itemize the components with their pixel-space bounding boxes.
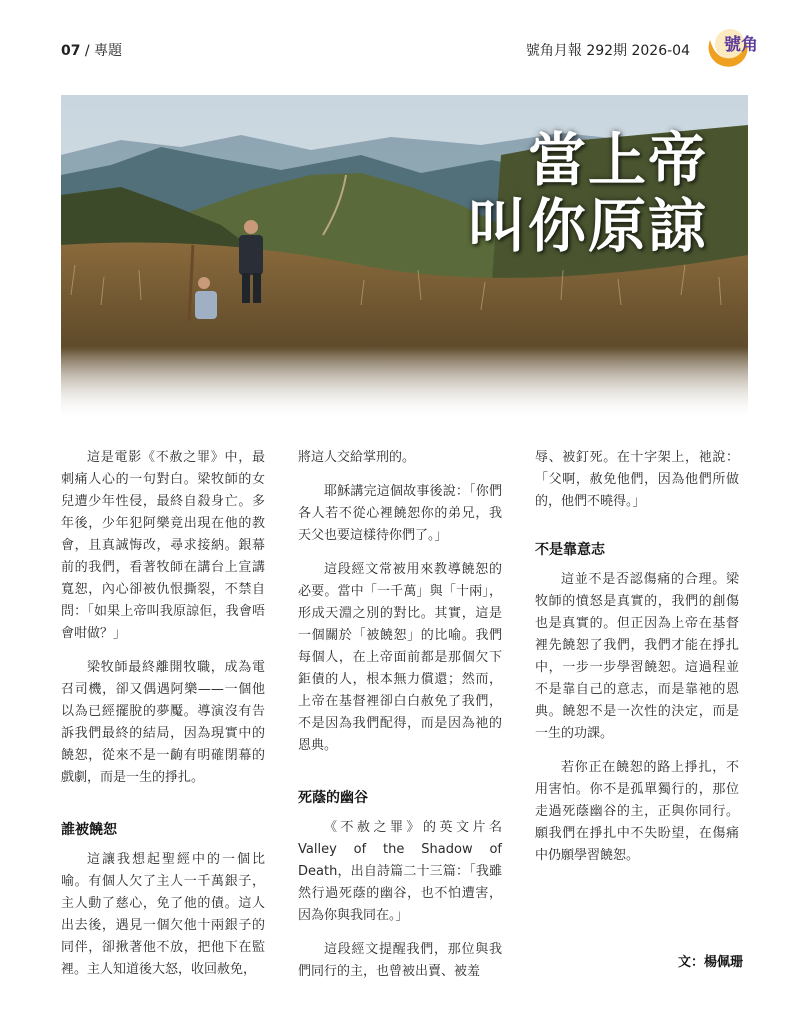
magazine-logo-icon xyxy=(700,22,758,72)
page-header-left xyxy=(61,40,122,60)
paragraph: 這段經文常被用來教導饒恕的必要。當中「一千萬」與「十兩」，形成天淵之別的對比。其實，這是一個關於「被饒恕」的比喻。我們每個人，在上帝面前都是那個欠下鉅債的人，根本無力償還；然而，上帝在基督裡卻白白赦免了我們，不是因為我們配得，而是因為祂的恩典。 xyxy=(298,562,502,753)
subheading-not-by-will: 不是靠意志 xyxy=(535,542,605,558)
paragraph: 辱、被釘死。在十字架上，祂說：「父啊，赦免他們，因為他們所做的，他們不曉得。」 xyxy=(535,450,739,509)
paragraph: 這段經文提醒我們，那位與我們同行的主，也曾被出賣、被羞 xyxy=(298,942,502,979)
author-byline: 文：楊佩珊 xyxy=(678,955,744,970)
page-number: 07 xyxy=(61,43,81,59)
paragraph: 《不赦之罪》的英文片名Valley of the Shadow of Death，出自詩篇二十三篇：「我雖然行過死蔭的幽谷，也不怕遭害，因為你與我同在。」 xyxy=(298,820,502,923)
publication-info: 號角月報 292期 2026-04 xyxy=(525,43,690,59)
paragraph: 耶穌講完這個故事後說：「你們各人若不從心裡饒恕你的弟兄，我天父也要這樣待你們了。」 xyxy=(298,484,502,543)
article-column-2 xyxy=(298,447,502,995)
subheading-who-is-forgiven: 誰被饒恕 xyxy=(61,822,117,838)
header-separator: / xyxy=(80,43,95,59)
paragraph: 梁牧師最終離開牧職，成為電召司機，卻又偶遇阿樂——一個他以為已經擺脫的夢魘。導演沒有告訴我們最終的結局，因為現實中的饒恕，從來不是一齣有明確閉幕的戲劇，而是一生的掙扎。 xyxy=(61,660,265,785)
hero-title-line2: 叫你原諒 xyxy=(467,192,708,260)
hero-title xyxy=(468,127,708,259)
subheading-valley-of-shadow: 死蔭的幽谷 xyxy=(298,790,368,806)
hero-image xyxy=(61,95,748,420)
article-column-3 xyxy=(535,447,739,879)
paragraph: 若你正在饒恕的路上掙扎，不用害怕。你不是孤單獨行的，那位走過死蔭幽谷的主，正與你同行。願我們在掙扎中不失盼望，在傷痛中仍願學習饒恕。 xyxy=(535,760,739,863)
logo-text: 號角 xyxy=(724,35,758,55)
hero-title-line1: 當上帝 xyxy=(527,126,708,194)
paragraph: 這並不是否認傷痛的合理。梁牧師的憤怒是真實的，我們的創傷也是真實的。但正因為上帝在基督裡先饒恕了我們，我們才能在掙扎中，一步一步學習饒恕。這過程並不是靠自己的意志，而是靠祂的恩典。饒恕不是一次性的決定，而是一生的功課。 xyxy=(535,572,739,741)
paragraph: 將這人交給掌刑的。 xyxy=(298,450,416,465)
article-column-1 xyxy=(61,447,265,993)
paragraph: 這讓我想起聖經中的一個比喻。有個人欠了主人一千萬銀子，主人動了慈心，免了他的債。這人出去後，遇見一個欠他十兩銀子的同伴，卻揪著他不放，把他下在監裡。主人知道後大怒，收回赦免， xyxy=(61,852,265,977)
section-name: 專題 xyxy=(94,43,123,59)
paragraph: 這是電影《不赦之罪》中，最刺痛人心的一句對白。梁牧師的女兒遭少年性侵，最終自殺身亡。多年後，少年犯阿樂竟出現在他的教會，且真誠悔改，尋求接納。銀幕前的我們，看著牧師在講台上宣講寬恕，內心卻被仇恨撕裂，不禁自問：「如果上帝叫我原諒佢，我會唔會咁做？」 xyxy=(61,450,265,641)
